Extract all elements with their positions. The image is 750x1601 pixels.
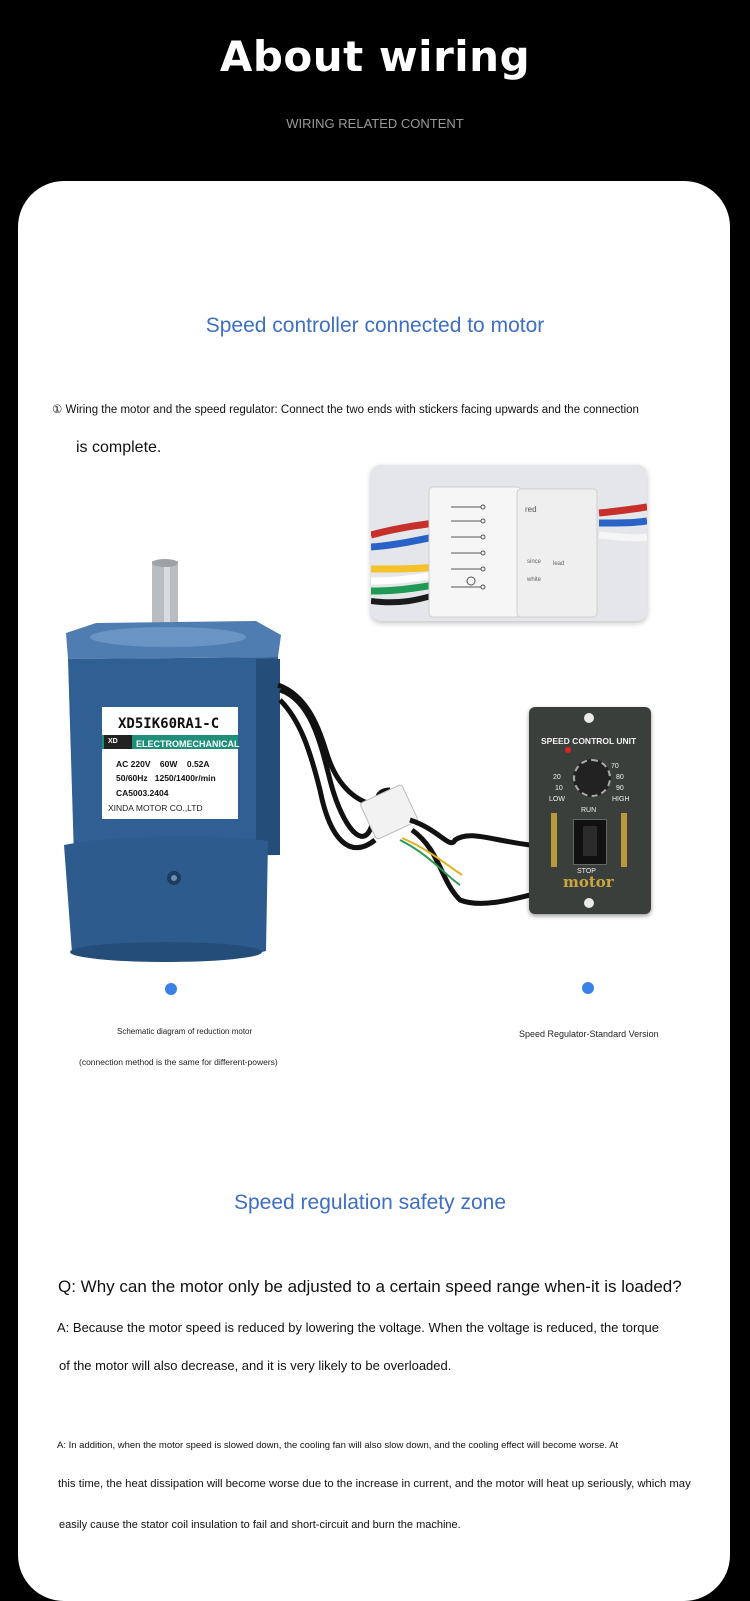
wiring-step-line-1: ① Wiring the motor and the speed regulator: Connect the two ends with stickers facing upwards and the connection [52,404,639,416]
motor-brand-logo: XD [108,738,118,745]
motor-caption-line-2: (connection method is the same for different-powers) [79,1057,278,1067]
faq-answer-2-line-1: A: In addition, when the motor speed is slowed down, the cooling fan will also slow down, and the cooling effect will become worse. At [57,1440,619,1451]
dial-mark-90: 90 [616,785,624,792]
sticker-label-white: white [527,577,542,583]
section-title-safety-zone: Speed regulation safety zone [233,1191,507,1214]
faq-answer-2-line-2: this time, the heat dissipation will become worse due to the increase in current, and the motor will heat up seriously, which may [58,1478,691,1490]
regulator-caption: Speed Regulator-Standard Version [519,1029,659,1039]
sticker-label-since: since [527,559,542,565]
faq-answer-2-line-3: easily cause the stator coil insulation to fail and short-circuit and burn the machine. [59,1519,461,1531]
dial-low-label: LOW [549,796,565,803]
faq-answer-1-line-2: of the motor will also decrease, and it is very likely to be overloaded. [59,1358,452,1373]
dial-mark-20: 20 [553,774,561,781]
speed-dial[interactable] [573,759,611,797]
dial-high-label: HIGH [612,796,630,803]
connection-cable [280,680,530,910]
dial-mark-70: 70 [611,763,619,770]
motor-spec-3: CA5003.2404 [116,788,169,798]
motor-caption-line-1: Schematic diagram of reduction motor [117,1027,253,1036]
switch-stop-label: STOP [577,868,596,875]
section-title-wiring: Speed controller connected to motor [205,314,545,337]
motor-maker: XINDA MOTOR CO.,LTD [108,803,203,813]
faq-answer-1-line-1: A: Because the motor speed is reduced by lowering the voltage. When the voltage is reduced, the torque [57,1320,659,1335]
faq-question: Q: Why can the motor only be adjusted to a certain speed range when-it is loaded? [58,1277,682,1296]
controller-brand: motor [563,873,614,891]
switch-run-label: RUN [581,807,597,814]
page-subtitle: WIRING RELATED CONTENT [286,116,464,131]
wiring-step-line-2: is complete. [76,439,162,456]
motor-model-label: XD5IK60RA1-C [118,716,220,732]
run-stop-switch[interactable] [573,819,607,865]
sticker-label-lead: lead [553,561,565,567]
regulator-indicator-dot [582,982,594,994]
motor-brand-label: ELECTROMECHANICAL [136,739,240,749]
connector-sticker-photo [371,465,647,621]
controller-title: SPEED CONTROL UNIT [541,736,637,746]
dial-mark-80: 80 [616,774,624,781]
motor-spec-2: 50/60Hz 1250/1400r/min [116,773,216,783]
motor-indicator-dot [165,983,177,995]
motor-spec-1: AC 220V 60W 0.52A [116,759,210,769]
sticker-label-red: red [525,505,537,514]
page-title: About wiring [219,32,531,81]
dial-mark-10: 10 [555,785,563,792]
